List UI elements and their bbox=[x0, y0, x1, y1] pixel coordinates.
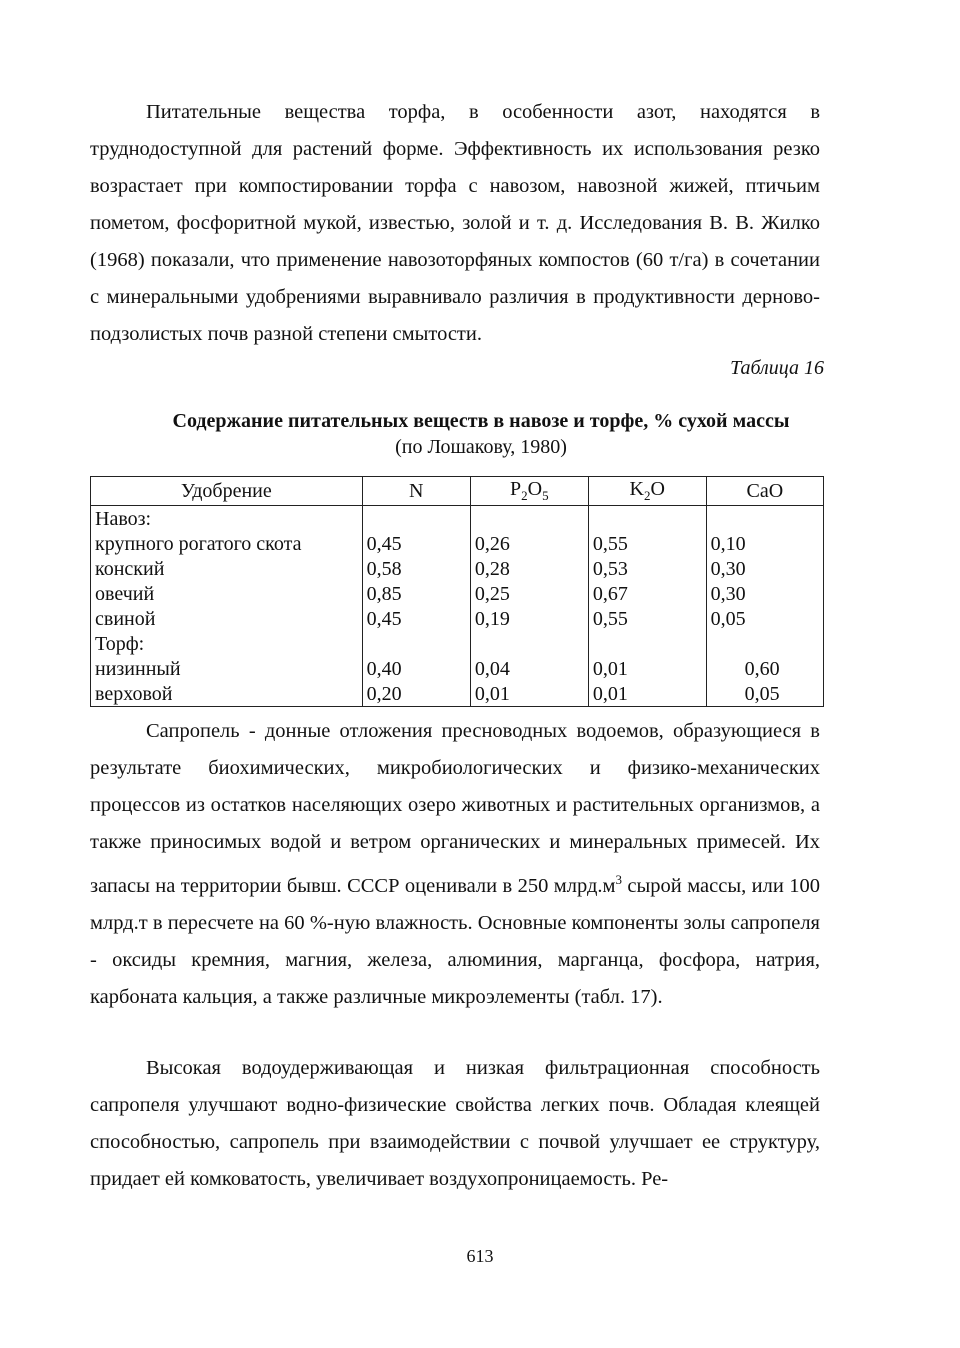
table-row bbox=[91, 656, 824, 681]
row-name: верховой bbox=[91, 681, 363, 707]
cell-cao: 0,30 bbox=[706, 581, 823, 606]
cell-cao: 0,60 bbox=[706, 656, 823, 681]
cell-p2o5: 0,19 bbox=[470, 606, 588, 631]
page-number: 613 bbox=[466, 1246, 494, 1266]
cell-n: 0,20 bbox=[362, 681, 470, 707]
group-label: Навоз: bbox=[91, 506, 363, 532]
table-row bbox=[91, 556, 824, 581]
table-row bbox=[91, 606, 824, 631]
header-n: N bbox=[362, 477, 470, 506]
cell-k2o: 0,01 bbox=[588, 656, 706, 681]
paragraph-sapropel-definition bbox=[90, 713, 820, 1016]
header-fertilizer: Удобрение bbox=[91, 477, 363, 506]
paragraph-sapropel-text-b: сырой массы, или 100 млрд.т в пересчете на 60 %-ную влажность. Основные компоненты золы сапропеля - оксиды кремния, магния, железа, алюминия, марганца, фосфора, натрия, карбоната кальция, а также различные микроэлементы (табл. 17). bbox=[90, 874, 820, 1008]
table-title: Содержание питательных веществ в навозе и торфе, % сухой массы bbox=[172, 410, 790, 432]
table-row bbox=[91, 681, 824, 707]
table-row bbox=[91, 531, 824, 556]
header-p2o5: $P_2O_5$ bbox=[470, 477, 588, 506]
cell-k2o: 0,53 bbox=[588, 556, 706, 581]
cell-p2o5: 0,04 bbox=[470, 656, 588, 681]
cell-cao: 0,05 bbox=[706, 606, 823, 631]
table-header-row bbox=[91, 477, 824, 506]
row-name: крупного рогатого скота bbox=[91, 531, 363, 556]
cell-n: 0,45 bbox=[362, 606, 470, 631]
paragraph-peat-nutrients: Питательные вещества торфа, в особенности азот, находятся в труднодоступной для растений форме. Эффективность их использования резко возрастает при компостировании торфа с навозом, навозной жижей, птичьим пометом, фосфоритной мукой, известью, золой и т. д. Исследования В. В. Жилко (1968) показали, что применение навозоторфяных компостов (60 т/га) в сочетании с минеральными удобрениями выравнивало различия в продуктивности дерново-подзолистых почв разной степени смытости. bbox=[90, 101, 820, 345]
row-name: овечий bbox=[91, 581, 363, 606]
table-group-row bbox=[91, 631, 824, 656]
cell-n: 0,45 bbox=[362, 531, 470, 556]
superscript-cubic: 3 bbox=[615, 872, 622, 887]
cell-p2o5: 0,26 bbox=[470, 531, 588, 556]
table-number: Таблица 16 bbox=[730, 357, 824, 379]
cell-p2o5: 0,25 bbox=[470, 581, 588, 606]
cell-cao: 0,05 bbox=[706, 681, 823, 707]
cell-k2o: 0,55 bbox=[588, 531, 706, 556]
cell-p2o5: 0,01 bbox=[470, 681, 588, 707]
nutrient-table bbox=[90, 476, 824, 707]
cell-n: 0,85 bbox=[362, 581, 470, 606]
paragraph-sapropel-text-a: Сапропель - донные отложения пресноводных водоемов, образующиеся в результате биохимических, микробиологических и физико-механических процессов из остатков населяющих озеро животных и растительных организмов, а также приносимых водой и ветром органических и минеральных примесей. Их запасы на территории бывш. СССР оценивали в 250 млрд.м bbox=[90, 720, 820, 897]
table-subtitle: (по Лошакову, 1980) bbox=[395, 436, 567, 458]
table-row bbox=[91, 581, 824, 606]
cell-k2o: 0,01 bbox=[588, 681, 706, 707]
cell-k2o: 0,67 bbox=[588, 581, 706, 606]
cell-cao: 0,30 bbox=[706, 556, 823, 581]
row-name: низинный bbox=[91, 656, 363, 681]
header-cao: CaO bbox=[706, 477, 823, 506]
cell-cao: 0,10 bbox=[706, 531, 823, 556]
header-k2o: $K_2O$ bbox=[588, 477, 706, 506]
row-name: конский bbox=[91, 556, 363, 581]
table-group-row bbox=[91, 506, 824, 532]
cell-n: 0,58 bbox=[362, 556, 470, 581]
row-name: свиной bbox=[91, 606, 363, 631]
cell-n: 0,40 bbox=[362, 656, 470, 681]
group-label: Торф: bbox=[91, 631, 363, 656]
cell-p2o5: 0,28 bbox=[470, 556, 588, 581]
cell-k2o: 0,55 bbox=[588, 606, 706, 631]
paragraph-sapropel-properties: Высокая водоудерживающая и низкая фильтрационная способность сапропеля улучшают водно-физические свойства легких почв. Обладая клеящей способностью, сапропель при взаимодействии с почвой улучшает ее структуру, придает ей комковатость, увеличивает воздухопроницаемость. Ре- bbox=[90, 1057, 820, 1190]
